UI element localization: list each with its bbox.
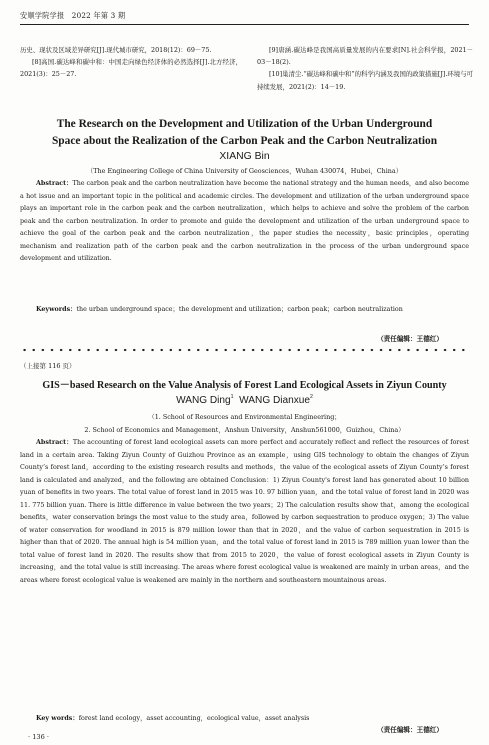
article-2-affiliation-2: 2. School of Economics and Management，Anshun University，Anshun561000，Guizhou，China）: [84, 426, 405, 434]
article-2-abstract: [20, 437, 469, 588]
references-left-column: [20, 44, 242, 81]
reference-item: 历史、现状及区域差异研究[J].现代城市研究，2018(12)：69－75.: [20, 46, 212, 54]
article-1-editor-note: （责任编辑：王德红）: [377, 336, 443, 343]
article-1-title: [20, 116, 469, 150]
abstract-text: The accounting of forest land ecological assets can more perfect and accurately reflect and reflect the resources of forest land in a certain area. Taking Ziyun County of Guizhou Province as an example，using GIS technology to obtain the changes of Ziyun County’s forest land，according to the existing research results and methods，the value of the ecological assets of Ziyun County’s forest land is calculated and analyzed，and the following are obtained Conclusion：1) Ziyun County's forest land has generated about 10 billion yuan of benefits in two years. The total value of forest land in 2015 was 10. 97 billion yuan，and the total value of forest land in 2020 was 11. 775 billion yuan. There is little difference in value between the two years；2) The calculation results show that，among the ecological benefits，water conservation brings the most value to the study area，followed by carbon sequestration to produce oxygen；3) The value of water conservation for woodland in 2015 is 879 million lower than that in 2020，and the value of carbon sequestration in 2015 is higher than that of 2020. The annual high is 54 million yuan，and the total value of forest land in 2015 is 789 million yuan lower than the total value of forest land in 2020. The results show that from 2015 to 2020，the value of forest ecological assets in Ziyun County is increasing，and the total value is still increasing. The areas where forest ecological value is weakened are mainly in urban areas，and the areas where forest ecological value is weakened are mainly in the northern and southeastern mountainous areas.: [20, 439, 469, 585]
article-2-title: GIS－based Research on the Value Analysis of Forest Land Ecological Assets in Ziyun County: [42, 380, 447, 391]
author-name: WANG Ding: [176, 395, 231, 406]
abstract-label: Abstract：: [36, 180, 73, 187]
keywords-text: the urban underground space；the development and utilization；carbon peak；carbon neutralization: [76, 306, 403, 313]
running-header: [20, 11, 469, 21]
page-number: · 136 ·: [28, 733, 49, 741]
article-2-authors: [20, 394, 469, 406]
keywords-label: Keywords：: [36, 306, 77, 313]
author-affiliation-marker: 2: [310, 394, 313, 400]
issue-label: 2022 年第 3 期: [71, 11, 126, 20]
header-rule: [20, 24, 469, 25]
author-name: WANG Dianxue: [239, 395, 311, 406]
article-2-editor-note: （责任编辑：王德红）: [377, 727, 443, 734]
continued-from-note: （上接第 116 页）: [20, 362, 76, 370]
article-1-author: XIANG Bin: [219, 151, 270, 162]
article-1-affiliation: （The Engineering College of China University of Geosciences，Wuhan 430074，Hubei，China）: [86, 167, 403, 175]
dotted-separator: [20, 348, 469, 352]
article-2-affiliation-1: （1. School of Resources and Environmental Engineering；: [148, 413, 341, 421]
abstract-text: The carbon peak and the carbon neutralization have become the national strategy and the human needs，and also become a hot issue and an important topic in the political and academic circles. The development and utilization of the urban underground space plays an important role in the carbon peak and the carbon neutralization，which helps to achieve and solve the problem of the carbon peak and the carbon neutralization. In order to promote and guide the development and utilization of the urban underground space to achieve the goal of the carbon peak and the carbon neutralization，the paper studies the necessity，basic principles，operating mechanism and realization path of the carbon peak and the carbon neutralization in the process of the urban underground space development and utilization.: [20, 180, 469, 263]
journal-name: 安顺学院学报: [20, 11, 65, 20]
keywords-text: forest land ecology，asset accounting，ecological value，asset analysis: [78, 715, 310, 722]
article-1-title-line-2: Space about the Realization of the Carbon Peak and the Carbon Neutralization: [51, 135, 438, 147]
keywords-label: Key words：: [36, 715, 79, 722]
reference-item: [8]高国.碳达峰和碳中和：中国走向绿色经济体的必然选择[J].北方经济，2021(3)：25－27.: [20, 58, 242, 79]
abstract-label: Abstract：: [36, 439, 73, 446]
article-1-keywords: [20, 304, 469, 317]
article-1-abstract: [20, 178, 469, 266]
reference-item: [10]巢清尘.“碳达峰和碳中和”的科学内涵及我国的政策措施[J].环境与可持续发展，2021(2)：14－19.: [257, 70, 473, 91]
reference-item: [9]唐涵.碳达峰是我国高质量发展的内在要求[N].社会科学报，2021－03－18(2).: [257, 46, 473, 67]
article-1-title-line-1: The Research on the Development and Utilization of the Urban Underground: [56, 118, 433, 130]
author-affiliation-marker: 1: [230, 394, 234, 400]
references-right-column: [257, 44, 473, 93]
